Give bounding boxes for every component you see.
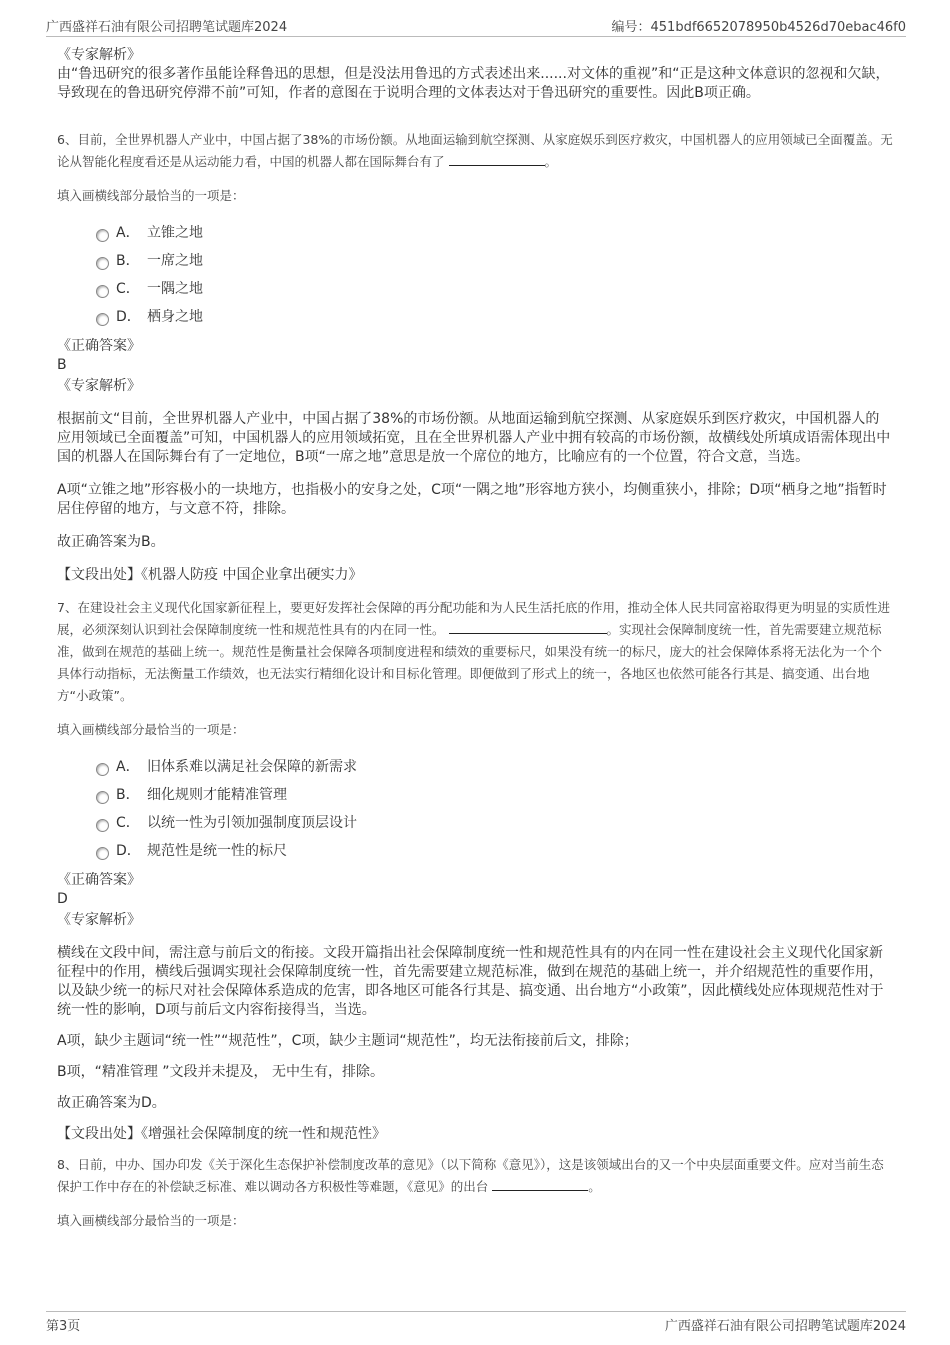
- page-footer: [46, 1311, 906, 1334]
- q6-option-c[interactable]: [57, 275, 893, 303]
- q7-analysis-p1: 横线在文段中间，需注意与前后文的衔接。文段开篇指出社会保障制度统一性和规范性具有的内在同一性在建设社会主义现代化国家新征程中的作用，横线后强调实现社会保障制度统一性，首先需要建立规范标准，做到在规范的基础上统一，并介绍规范性的重要作用，以及缺少统一的标尺对社会保障体系造成的危害，即各地区可能各行其是、搞变通、出台地方“小政策”，因此横线处应体现规范性对于统一性的影响，D项与前后文内容衔接得当，当选。: [57, 945, 884, 1018]
- q7-answer: D: [57, 891, 68, 907]
- option-label: A．: [116, 225, 140, 241]
- q7-stem-text: 7、在建设社会主义现代化国家新征程上，要更好发挥社会保障的再分配功能和为人民生活托底的作用，推动全体人民共同富裕取得更为明显的实质性进展，必须深刻认识到社会保障制度统一性和规范性具有的内在同一性。: [57, 600, 890, 637]
- option-text: 一席之地: [147, 253, 203, 269]
- q8-stem-end: 。: [588, 1179, 601, 1194]
- q6-analysis-label: 《专家解析》: [57, 378, 141, 394]
- q7-analysis-label: 《专家解析》: [57, 912, 141, 928]
- q6-prompt: 填入画横线部分最恰当的一项是：: [57, 188, 245, 203]
- q6-stem-end: 。: [544, 154, 558, 169]
- q7-blank: [449, 620, 607, 634]
- q6-analysis-p1: 根据前文“目前，全世界机器人产业中，中国占据了38%的市场份额。从地面运输到航空探测、从家庭娱乐到医疗救灾，中国机器人的应用领域已全面覆盖”可知，中国机器人的应用领域拓宽，且在全世界机器人产业中拥有较高的市场份额，故横线处所填成语需体现出中国的机器人在国际舞台有了一定地位，B项“一席之地”意思是放一个席位的地方，比喻应有的一个位置，符合文意，当选。: [57, 411, 891, 465]
- option-label: C．: [116, 281, 140, 297]
- footer-title: 广西盛祥石油有限公司招聘笔试题库2024: [664, 1319, 906, 1334]
- option-label: A．: [116, 759, 140, 775]
- q7-analysis-p4: 故正确答案为D。: [57, 1095, 166, 1111]
- q7-prompt: 填入画横线部分最恰当的一项是：: [57, 722, 245, 737]
- q7-answer-label: 《正确答案》: [57, 872, 141, 888]
- q7-stem-rest: 。实现社会保障制度统一性，首先需要建立规范标准，做到在规范的基础上统一。规范性是衡量社会保障各项制度进程和绩效的重要标尺，如果没有统一的标尺，庞大的社会保障体系将无法化为一个个具体行动指标，无法衡量工作绩效，也无法实行精细化设计和目标化管理。即便做到了形式上的统一，各地区也依然可能各行其是、搞变通、出台地方“小政策”。: [57, 622, 883, 703]
- page-content: [57, 46, 893, 1232]
- q7-options: [57, 753, 893, 865]
- option-label: B．: [116, 253, 140, 269]
- radio-button[interactable]: [96, 763, 109, 776]
- q6-analysis-p3: 故正确答案为B。: [57, 534, 165, 550]
- q6-option-b[interactable]: [57, 247, 893, 275]
- option-text: 旧体系难以满足社会保障的新需求: [147, 759, 357, 775]
- q6-blank: [449, 152, 545, 166]
- q6-options: [57, 219, 893, 331]
- radio-button[interactable]: [96, 313, 109, 326]
- q6-analysis-p2: A项“立锥之地”形容极小的一块地方，也指极小的安身之处，C项“一隅之地”形容地方狭小，均侧重狭小，排除；D项“栖身之地”指暂时居住停留的地方，与文意不符，排除。: [57, 482, 887, 517]
- q7-option-c[interactable]: [57, 809, 893, 837]
- option-text: 一隅之地: [147, 281, 203, 297]
- radio-button[interactable]: [96, 257, 109, 270]
- header-doc-id: 编号：451bdf6652078950b4526d70ebac46f0: [611, 20, 906, 35]
- prev-analysis-label: 《专家解析》: [57, 47, 141, 63]
- q8-prompt: 填入画横线部分最恰当的一项是：: [57, 1213, 245, 1228]
- option-label: B．: [116, 787, 140, 803]
- radio-button[interactable]: [96, 791, 109, 804]
- option-label: C．: [116, 815, 140, 831]
- q7-analysis-p2: A项，缺少主题词“统一性”“规范性”，C项，缺少主题词“规范性”，均无法衔接前后文，排除；: [57, 1033, 638, 1049]
- option-label: D．: [116, 309, 141, 325]
- q8-stem-text: 8、日前，中办、国办印发《关于深化生态保护补偿制度改革的意见》（以下简称《意见》），这是该领域出台的又一个中央层面重要文件。应对当前生态保护工作中存在的补偿缺乏标准、难以调动各方积极性等难题，《意见》的出台: [57, 1157, 884, 1194]
- q7-option-d[interactable]: [57, 837, 893, 865]
- q7-option-a[interactable]: [57, 753, 893, 781]
- option-text: 以统一性为引领加强制度顶层设计: [147, 815, 357, 831]
- page-header: [46, 14, 906, 37]
- page-number: 第3页: [46, 1319, 81, 1334]
- radio-button[interactable]: [96, 847, 109, 860]
- q6-stem-text: 6、目前，全世界机器人产业中，中国占据了38%的市场份额。从地面运输到航空探测、从家庭娱乐到医疗救灾，中国机器人的应用领域已全面覆盖。无论从智能化程度看还是从运动能力看，中国的机器人都在国际舞台有了: [57, 132, 893, 169]
- option-text: 立锥之地: [147, 225, 203, 241]
- q6-source: 【文段出处】《机器人防疫 中国企业拿出硬实力》: [57, 567, 363, 583]
- option-text: 栖身之地: [147, 309, 203, 325]
- q6-answer: B: [57, 357, 67, 373]
- q6-answer-label: 《正确答案》: [57, 338, 141, 354]
- header-title: 广西盛祥石油有限公司招聘笔试题库2024: [46, 20, 288, 35]
- radio-button[interactable]: [96, 285, 109, 298]
- option-text: 规范性是统一性的标尺: [147, 843, 287, 859]
- q7-stem: [57, 597, 893, 707]
- q8-blank: [492, 1177, 588, 1191]
- q7-source: 【文段出处】《增强社会保障制度的统一性和规范性》: [57, 1126, 386, 1142]
- q7-analysis-p3: B项，“精准管理 ”文段并未提及， 无中生有，排除。: [57, 1064, 385, 1080]
- q8-stem: [57, 1154, 893, 1198]
- q6-option-a[interactable]: [57, 219, 893, 247]
- option-text: 细化规则才能精准管理: [147, 787, 287, 803]
- option-label: D．: [116, 843, 141, 859]
- q6-stem: [57, 129, 893, 173]
- radio-button[interactable]: [96, 819, 109, 832]
- q6-option-d[interactable]: [57, 303, 893, 331]
- prev-analysis: 由“鲁迅研究的很多著作虽能诠释鲁迅的思想，但是没法用鲁迅的方式表述出来......对文体的重视”和“正是这种文体意识的忽视和欠缺，导致现在的鲁迅研究停滞不前”可知，作者的意图在于说明合理的文体表达对于鲁迅研究的重要性。因此B项正确。: [57, 66, 890, 101]
- radio-button[interactable]: [96, 229, 109, 242]
- q7-option-b[interactable]: [57, 781, 893, 809]
